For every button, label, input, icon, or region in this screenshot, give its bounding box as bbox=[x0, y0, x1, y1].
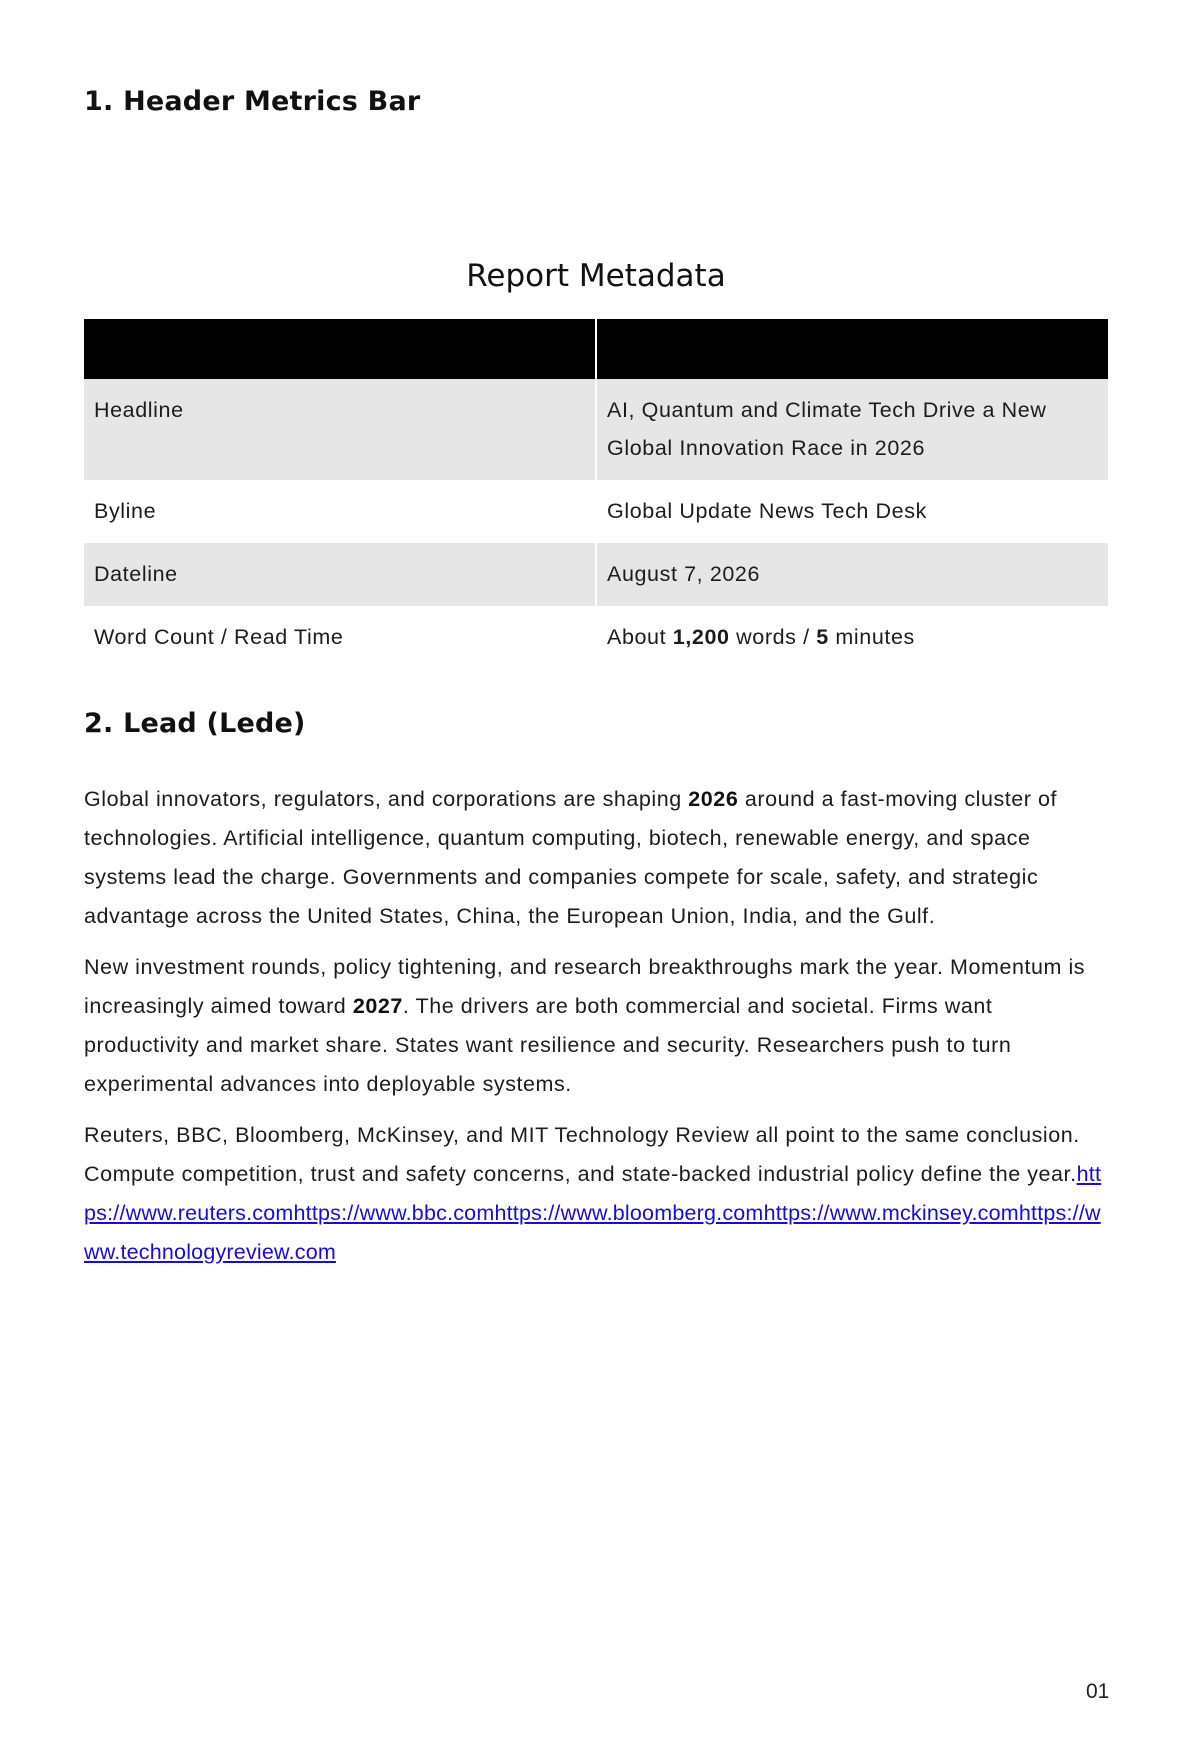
table-row bbox=[84, 379, 1108, 480]
paragraph-text: Global innovators, regulators, and corporations are shaping bbox=[84, 787, 689, 811]
table-title: Report Metadata bbox=[466, 258, 726, 294]
page-number: 01 bbox=[1086, 1680, 1110, 1703]
row-label: Word Count / Read Time bbox=[94, 625, 344, 649]
highlight-year: 2026 bbox=[688, 787, 739, 811]
paragraph bbox=[84, 1116, 1108, 1272]
read-time: 5 bbox=[816, 625, 829, 649]
paragraph-text: Reuters, BBC, Bloomberg, McKinsey, and MIT Technology Review all point to the same conclusion. Compute competition, trust and safety concerns, and state-backed industrial policy define the year. bbox=[84, 1123, 1080, 1186]
table-header-cell bbox=[84, 319, 596, 379]
metadata-table bbox=[84, 319, 1108, 669]
table-row bbox=[84, 606, 1108, 669]
row-label: Headline bbox=[84, 379, 596, 480]
section-title: Header Metrics Bar bbox=[123, 86, 421, 117]
section-number: 1. bbox=[84, 86, 114, 117]
paragraph-text: New investment rounds, policy tightening, and research breakthroughs mark the year. Momentum is increasingly aimed toward bbox=[84, 955, 1086, 1018]
source-link-bbc[interactable]: https://www.bbc.com bbox=[293, 1201, 495, 1225]
table-header-cell bbox=[596, 319, 1108, 379]
paragraph bbox=[84, 948, 1108, 1104]
lede-body bbox=[84, 780, 1108, 1284]
source-link-technologyreview[interactable]: https://www.technologyreview.com bbox=[84, 1201, 1101, 1264]
row-label: Dateline bbox=[84, 543, 596, 606]
highlight-year: 2027 bbox=[352, 994, 403, 1018]
paragraph-text: . The drivers are both commercial and societal. Firms want productivity and market share. States want resilience and security. Researchers push to turn experimental advances into deployable systems. bbox=[84, 994, 1012, 1096]
value-text: minutes bbox=[828, 625, 915, 649]
paragraph-text: around a fast-moving cluster of technologies. Artificial intelligence, quantum computing, biotech, renewable energy, and space systems lead the charge. Governments and companies compete for scale, safety, and strategic advantage across the United States, China, the European Union, India, and the Gulf. bbox=[84, 787, 1058, 928]
source-link-bloomberg[interactable]: https://www.bloomberg.com bbox=[494, 1201, 764, 1225]
row-value: Global Update News Tech Desk bbox=[596, 480, 1108, 543]
table-row bbox=[84, 480, 1108, 543]
value-text: words / bbox=[729, 625, 817, 649]
value-text: About bbox=[607, 625, 673, 649]
section-heading-lead bbox=[84, 708, 306, 739]
row-value bbox=[596, 606, 1108, 669]
source-link-mckinsey[interactable]: https://www.mckinsey.com bbox=[763, 1201, 1019, 1225]
word-count: 1,200 bbox=[672, 625, 730, 649]
table-row bbox=[84, 543, 1108, 606]
paragraph bbox=[84, 780, 1108, 936]
row-value: August 7, 2026 bbox=[596, 543, 1108, 606]
section-title: Lead (Lede) bbox=[123, 708, 306, 739]
section-heading-header-metrics bbox=[84, 86, 420, 117]
section-number: 2. bbox=[84, 708, 114, 739]
row-label: Byline bbox=[94, 499, 157, 523]
row-value: AI, Quantum and Climate Tech Drive a New Global Innovation Race in 2026 bbox=[596, 379, 1108, 480]
source-link-reuters[interactable]: https://www.reuters.com bbox=[84, 1162, 1102, 1225]
table-header-row bbox=[84, 319, 1108, 379]
